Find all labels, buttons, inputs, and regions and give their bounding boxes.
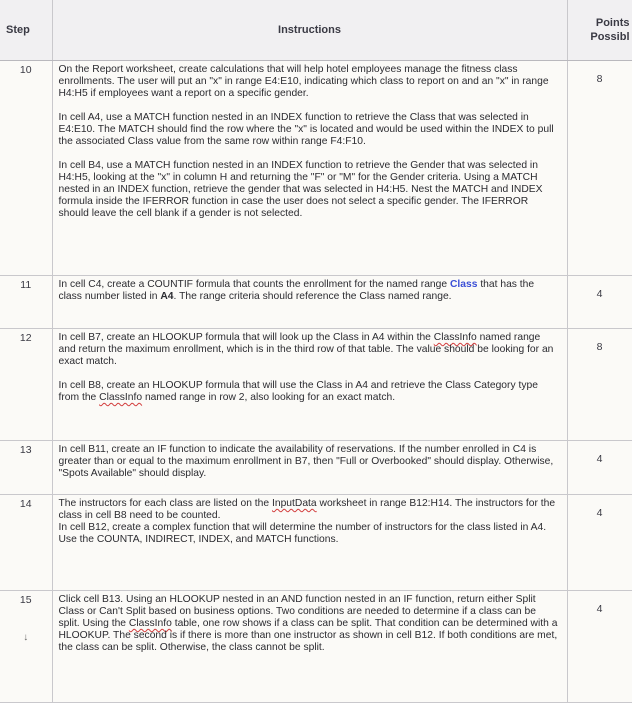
table-row <box>0 591 632 703</box>
instruction-paragraph <box>59 279 559 303</box>
points-value: 8 <box>567 329 632 441</box>
instruction-cell <box>52 329 567 441</box>
step-number: 11 <box>0 276 52 329</box>
table-row <box>0 276 632 329</box>
named-range-reference: ClassInfo <box>128 618 172 629</box>
instruction-cell <box>52 441 567 495</box>
step-number: 12 <box>0 329 52 441</box>
instruction-text: In cell B8, create an HLOOKUP formula that will use the Class in A4 and retrieve the Class Category type from the <box>58 380 538 403</box>
named-range-reference: ClassInfo <box>99 392 143 403</box>
worksheet-reference: InputData <box>271 498 317 509</box>
named-range-reference: ClassInfo <box>433 332 477 343</box>
class-range-name: Class <box>449 279 478 290</box>
instruction-paragraph <box>59 332 559 368</box>
instruction-cell <box>52 276 567 329</box>
instruction-paragraph <box>59 380 559 404</box>
step-number: 13 <box>0 441 52 495</box>
points-header-line1: Points <box>595 17 630 29</box>
points-value: 4 <box>567 441 632 495</box>
table-row <box>0 329 632 441</box>
points-column-header <box>567 0 632 61</box>
points-value: 4 <box>567 591 632 703</box>
instruction-text: worksheet in range B12:H14. The instructors for the class in cell B8 need to be counted. <box>58 498 556 521</box>
points-value: 8 <box>567 61 632 276</box>
instruction-text: . The range criteria should reference the Class named range. <box>173 291 452 302</box>
instruction-cell <box>52 61 567 276</box>
points-value: 4 <box>567 495 632 591</box>
step-column-header: Step <box>0 0 52 61</box>
step-number: 14 <box>0 495 52 591</box>
instruction-text: In cell C4, create a COUNTIF formula that counts the enrollment for the named range <box>58 279 450 290</box>
instruction-paragraph <box>59 498 559 522</box>
header-row <box>0 0 632 61</box>
instruction-cell <box>52 591 567 703</box>
points-value: 4 <box>567 276 632 329</box>
step-number: 10 <box>0 61 52 276</box>
step-number: 15 <box>19 594 32 606</box>
step-number-cell <box>0 591 52 703</box>
instruction-paragraph: In cell B12, create a complex function that will determine the number of instructors for the class listed in A4. Use the COUNTA, INDIRECT, INDEX, and MATCH functions. <box>58 522 547 545</box>
table-row <box>0 495 632 591</box>
instruction-paragraph: In cell A4, use a MATCH function nested in an INDEX function to retrieve the Class that was selected in E4:E10. The MATCH should find the row where the "x" is located and would be used within the INDEX to pull the associated Class value from the same row within range F4:F10. <box>58 112 554 147</box>
instruction-text: that has the class number listed in <box>58 279 535 302</box>
instruction-text: named range and return the maximum enrollment, which is in the third row of that table. The value should be looking for an exact match. <box>58 332 554 367</box>
table-row <box>0 441 632 495</box>
instruction-paragraph: On the Report worksheet, create calculations that will help hotel employees manage the fitness class enrollments. The user will put an "x" in range E4:E10, indicating which class to report on and an "x" in range H4:H5 if employees want a report on a specific gender. <box>58 64 549 99</box>
cell-reference: A4 <box>160 291 174 302</box>
instruction-cell <box>52 495 567 591</box>
instruction-paragraph: In cell B4, use a MATCH function nested in an INDEX function to retrieve the Gender that was selected in H4:H5, looking at the "x" in column H and returning the "F" or "M" for the Gender criteria. Using a MATCH nested in an INDEX function, retrieve the gender that was selected in H4:H5. Nest the MATCH and INDEX formula inside the IFERROR function in case the user does not select a specific gender. The IFERROR should leave the cell blank if a gender is not selected. <box>58 160 543 219</box>
instruction-text: In cell B7, create an HLOOKUP formula that will look up the Class in A4 within the <box>58 332 434 343</box>
down-arrow-icon: ↓ <box>23 632 29 643</box>
table-row <box>0 61 632 276</box>
instruction-text: table, one row shows if a class can be split. That condition can be determined with a HLOOKUP. The second is if there is more than one instructor as shown in cell B12. If both conditions are met, the class can be split. Otherwise, the class cannot be split. <box>58 618 558 653</box>
instruction-text: named range in row 2, also looking for an exact match. <box>142 392 396 403</box>
instruction-text: Click cell B13. Using an HLOOKUP nested in an AND function nested in an IF function, return either Split Class or Can't Split based on business options. Two conditions are needed to determine if a class can be split. Using the <box>58 594 536 629</box>
instruction-text: The instructors for each class are listed on the <box>58 498 272 509</box>
instruction-paragraph: In cell B11, create an IF function to indicate the availability of reservations. If the number enrolled in C4 is greater than or equal to the maximum enrollment in B7, then "Full or Overbooked" should display. Otherwise, "Spots Available" should display. <box>58 444 554 479</box>
instructions-column-header: Instructions <box>52 0 567 61</box>
instruction-paragraph <box>59 594 559 654</box>
points-header-line2: Possibl <box>590 31 630 43</box>
